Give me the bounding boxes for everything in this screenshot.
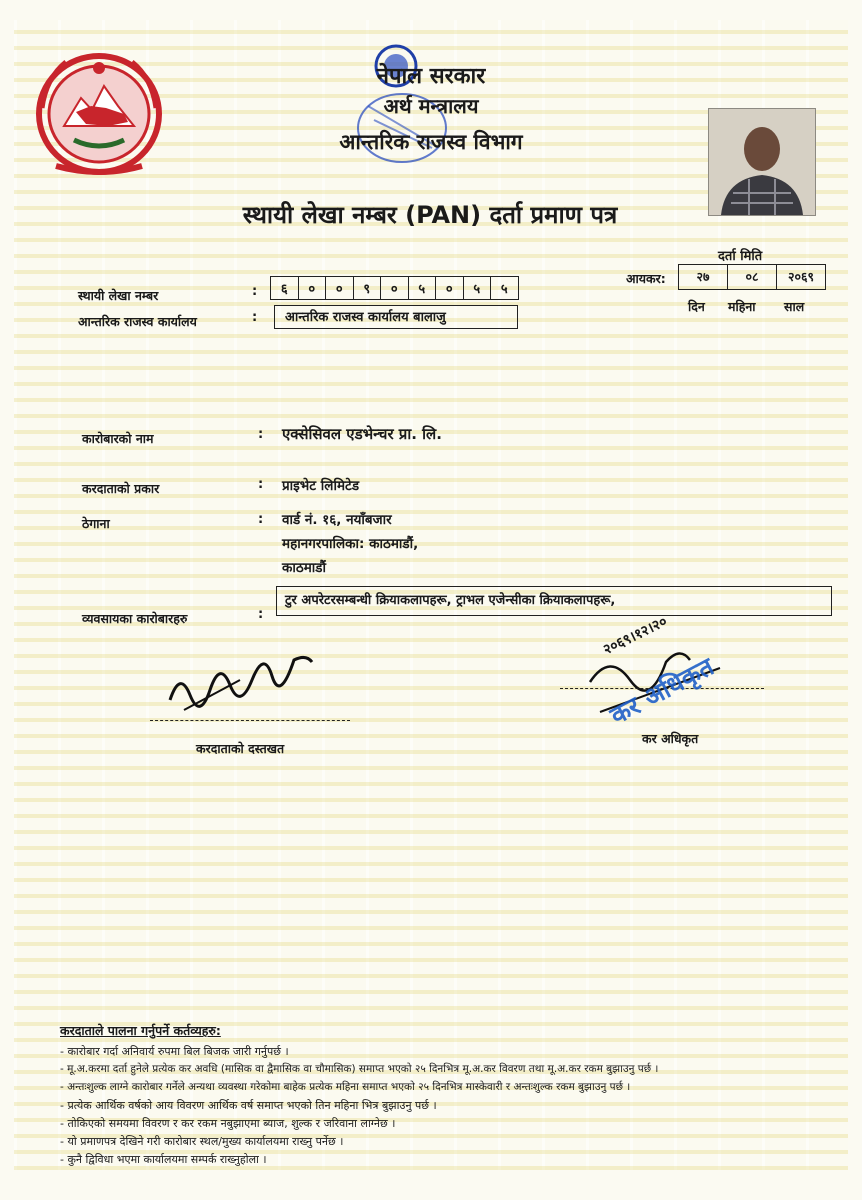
address-line-2: महानगरपालिका: काठमाडौं, [282,536,419,552]
pan-colon: : [252,284,258,299]
govt-name: नेपाल सरकार [376,64,486,89]
pan-digit: ० [326,277,354,299]
taxpayer-sign-line [150,720,350,721]
reg-year: २०६९ [787,269,814,284]
pan-digit: ५ [409,277,437,299]
pan-digit: ५ [464,277,492,299]
taxpayer-photo [708,108,816,216]
reg-day: २७ [679,265,728,289]
certificate-title: स्थायी लेखा नम्बर (PAN) दर्ता प्रमाण पत्र [242,201,618,229]
address-colon: : [258,512,264,527]
ministry-name: अर्थ मन्त्रालय [383,94,479,118]
pan-label: स्थायी लेखा नम्बर [78,288,159,303]
pan-digit: ० [381,277,409,299]
taxpayer-signature-scribble [160,640,330,724]
pan-digit: ९ [354,277,382,299]
year-label: साल [784,299,805,314]
duty-item: - कुनै द्विविधा भएमा कार्यालयमा सम्पर्क राख्नुहोला । [60,1153,267,1166]
pan-digit: ५ [500,282,508,297]
business-name-colon: : [258,427,264,442]
duty-item: - मू.अ.करमा दर्ता हुनेले प्रत्येक कर अवधि (मासिक वा द्वैमासिक वा चौमासिक) समाप्त भएको २५ दिनभित्र मू.अ.कर विवरण तथा मू.अ.कर रकम बुझाउनु पर्छ । [60,1063,659,1075]
duty-item: - अन्तःशुल्क लाग्ने कारोबार गर्नेले अन्यथा व्यवस्था गरेकोमा बाहेक प्रत्येक महिना समाप्त भएको २५ दिनभित्र मास्केवारी र अन्तःशुल्क रकम बुझाउनु पर्छ । [60,1081,631,1093]
activities-colon: : [258,607,264,622]
duties-title: करदाताले पालना गर्नुपर्ने कर्तव्यहरु: [60,1023,221,1038]
officer-label: कर अधिकृत [642,731,699,746]
office-value: आन्तरिक राजस्व कार्यालय बालाजु [274,305,518,329]
taxpayer-type-colon: : [258,477,264,492]
activities-value: टुर अपरेटरसम्बन्धी क्रियाकलापहरू, ट्राभल एजेन्सीका क्रियाकलापहरू, [276,586,832,616]
taxpayer-type-label: करदाताको प्रकार [82,481,160,496]
address-line-1: वार्ड नं. १६, नयाँबजार [282,512,392,528]
taxpayer-type-value: प्राइभेट लिमिटेड [282,478,360,494]
business-name-label: कारोबारको नाम [82,431,154,446]
duty-item: - तोकिएको समयमा विवरण र कर रकम नबुझाएमा ब्याज, शुल्क र जरिवाना लाग्नेछ । [60,1117,396,1130]
day-label: दिन [688,299,705,314]
office-colon: : [252,310,258,325]
reg-date-box [678,264,826,290]
tax-label: आयकर: [626,271,666,286]
pan-digit: ६ [271,277,299,299]
address-label: ठेगाना [82,516,110,531]
taxpayer-signature-label: करदाताको दस्तखत [196,741,285,756]
activities-label: व्यवसायका कारोबारहरु [82,611,188,626]
department-name: आन्तरिक राजस्व विभाग [339,130,523,154]
month-label: महिना [728,299,756,314]
pan-number-boxes [270,276,519,300]
pan-digit: ० [436,277,464,299]
duty-item: - कारोबार गर्दा अनिवार्य रुपमा बिल बिजक जारी गर्नुपर्छ । [60,1045,289,1058]
office-label: आन्तरिक राजस्व कार्यालय [78,314,197,329]
pan-digit: ० [299,277,327,299]
address-line-3: काठमाडौं [282,560,326,576]
nepal-emblem-icon [36,48,162,176]
business-name-value: एक्सेसिवल एडभेन्चर प्रा. लि. [282,425,442,443]
duty-item: - प्रत्येक आर्थिक वर्षको आय विवरण आर्थिक वर्ष समाप्त भएको तिन महिना भित्र बुझाउनु पर्छ । [60,1099,437,1112]
officer-handwritten-date: २०६९।१२।२० [600,613,670,659]
duty-item: - यो प्रमाणपत्र देखिने गरी कारोबार स्थल/मुख्य कार्यालयमा राख्नु पर्नेछ । [60,1135,344,1148]
officer-stamp: कर अधिकृत [605,651,719,731]
reg-date-heading: दर्ता मिति [718,249,763,264]
reg-month: ०८ [728,265,777,289]
